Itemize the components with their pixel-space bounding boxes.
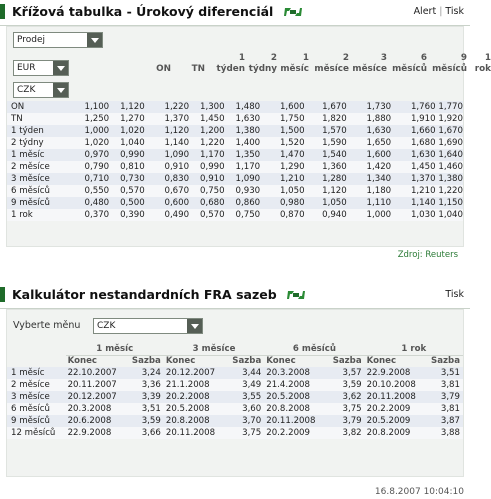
column-header-line: 2 [342,53,349,63]
table-cell: 1,760 [391,101,435,113]
cross-table-column-headers [77,53,491,83]
table-cell: 1,680 [391,137,435,149]
table-cell: 1,350 [225,149,261,161]
rate-cell: 3,59 [122,415,164,427]
row-label: 9 měsíců [7,415,66,427]
table-cell: 1,270 [109,113,145,125]
end-date-cell: 20.3.2008 [264,367,323,379]
row-label: 2 měsíce [7,379,66,391]
table-cell: 1,600 [347,149,391,161]
table-cell: 0,750 [225,209,261,221]
currency-to-select[interactable] [13,82,69,98]
table-cell: 1,910 [391,113,435,125]
column-header-line: měsíce [352,64,387,74]
subheader-end: Konec [266,356,296,367]
table-cell: 1,670 [305,101,347,113]
table-cell: 1,360 [305,161,347,173]
table-cell: 1,920 [436,113,463,125]
table-cell: 1,210 [391,185,435,197]
table-cell: 0,490 [145,209,189,221]
table-cell: 1,110 [347,197,391,209]
table-cell: 1,730 [347,101,391,113]
subheader-rate: Sazba [232,356,262,367]
table-row [7,149,463,161]
column-header-line: měsíců [392,64,427,74]
table-cell: 0,730 [109,173,145,185]
group-header: 3 měsíce [164,343,264,355]
table-cell: 1,210 [260,173,304,185]
table-cell: 0,570 [109,185,145,197]
header-accent-bar [0,287,5,302]
table-cell: 1,600 [260,101,304,113]
row-label: 1 rok [7,209,74,221]
rate-cell: 3,75 [323,403,365,415]
table-cell: 0,910 [145,161,189,173]
table-cell: 1,220 [436,185,463,197]
rate-cell: 3,82 [323,427,365,439]
table-cell: 1,370 [145,113,189,125]
table-cell: 1,450 [391,161,435,173]
subheader-rate: Sazba [431,356,460,367]
rate-cell: 3,87 [423,415,463,427]
column-header [280,53,309,75]
column-header-line: 3 [380,53,387,63]
table-row [7,197,463,209]
table-cell: 1,220 [145,101,189,113]
table-cell: 0,500 [109,197,145,209]
rate-cell: 3,49 [222,379,264,391]
column-header-line: měsíc [280,64,309,74]
table-cell: 1,520 [260,137,304,149]
cross-table-body [6,26,491,247]
column-header [352,53,387,75]
table-cell: 1,120 [305,185,347,197]
end-date-cell: 21.1.2008 [164,379,223,391]
table-cell: 1,480 [225,101,261,113]
row-label: 3 měsíce [7,391,66,403]
subheader-end: Konec [67,356,98,367]
table-cell: 1,050 [260,185,304,197]
row-label: 6 měsíců [7,185,74,197]
table-cell: 1,120 [145,125,189,137]
mode-select-value: Prodej [17,35,46,45]
table-cell: 1,770 [436,101,463,113]
table-row [7,415,463,427]
table-cell: 0,710 [74,173,110,185]
end-date-cell: 20.6.2008 [66,415,122,427]
end-date-cell: 20.12.2007 [66,391,122,403]
brand-logo-icon [287,289,305,304]
subheader-rate: Sazba [332,356,362,367]
rate-cell: 3,79 [323,415,365,427]
end-date-cell: 20.11.2008 [365,391,424,403]
table-cell: 0,570 [189,209,225,221]
table-cell: 1,470 [260,149,304,161]
table-cell: 0,750 [189,185,225,197]
end-date-cell: 22.10.2007 [66,367,122,379]
table-cell: 1,820 [305,113,347,125]
table-cell: 1,200 [189,125,225,137]
table-row [7,125,463,137]
table-row [7,101,463,113]
table-cell: 0,870 [260,209,304,221]
table-cell: 0,370 [74,209,110,221]
timestamp: 16.8.2007 10:04:10 [374,487,464,497]
table-cell: 1,420 [347,161,391,173]
table-cell: 1,750 [260,113,304,125]
table-cell: 1,140 [145,137,189,149]
alert-link[interactable]: Alert [413,6,437,17]
table-cell: 1,340 [347,173,391,185]
column-header-line: měsíců [432,64,467,74]
end-date-cell: 20.2.2008 [164,391,223,403]
end-date-cell: 22.9.2008 [66,427,122,439]
table-cell: 1,220 [189,137,225,149]
column-header-line: 1 [484,53,491,63]
row-label: 1 měsíc [7,367,66,379]
table-cell: 1,020 [109,125,145,137]
rate-cell: 3,55 [222,391,264,403]
table-cell: 1,630 [391,149,435,161]
mode-select[interactable] [13,32,103,48]
column-header [314,53,349,75]
rate-cell: 3,60 [222,403,264,415]
end-date-cell: 20.5.2009 [365,415,424,427]
group-header: 1 rok [365,343,463,355]
print-link[interactable]: Tisk [445,6,464,17]
table-cell: 0,670 [145,185,189,197]
table-cell: 1,540 [305,149,347,161]
table-cell: 1,120 [109,101,145,113]
header-accent-bar [0,4,5,19]
rate-cell: 3,70 [222,415,264,427]
table-row [7,173,463,185]
table-cell: 1,400 [225,137,261,149]
row-label: 12 měsíců [7,427,66,439]
table-cell: 0,980 [260,197,304,209]
table-cell: 1,640 [436,149,463,161]
column-header-line: ON [156,64,171,74]
cross-table-grid [7,101,463,221]
row-label: 1 měsíc [7,149,74,161]
end-date-cell: 20.2.2009 [365,403,424,415]
table-cell: 1,880 [347,113,391,125]
table-row [7,113,463,125]
end-date-cell: 20.8.2009 [365,427,424,439]
row-label: 3 měsíce [7,173,74,185]
table-cell: 1,460 [436,161,463,173]
cross-table-title-text: Křížová tabulka - Úrokový diferenciál [12,4,274,19]
column-header [475,53,491,75]
table-cell: 0,390 [109,209,145,221]
table-cell: 1,590 [305,137,347,149]
end-date-cell: 20.3.2008 [66,403,122,415]
end-date-cell: 20.5.2008 [264,391,323,403]
table-cell: 1,000 [347,209,391,221]
table-cell: 1,380 [436,173,463,185]
table-cell: 0,830 [145,173,189,185]
table-cell: 1,170 [225,161,261,173]
column-header [392,53,427,75]
table-cell: 1,690 [436,137,463,149]
rate-cell: 3,81 [423,379,463,391]
table-cell: 0,930 [225,185,261,197]
rate-cell: 3,79 [423,391,463,403]
blank-cell [7,343,66,355]
table-cell: 0,600 [145,197,189,209]
table-cell: 1,020 [74,137,110,149]
fra-title [12,287,305,304]
rate-cell: 3,66 [122,427,164,439]
currency-from-value: EUR [17,63,36,73]
table-row [7,379,463,391]
fra-grid [7,343,463,439]
table-cell: 0,790 [74,161,110,173]
table-cell: 1,150 [436,197,463,209]
fra-currency-value: CZK [97,321,116,331]
table-cell: 0,990 [109,149,145,161]
row-label: 2 týdny [7,137,74,149]
table-cell: 1,280 [305,173,347,185]
column-header-line: 2 [270,53,277,63]
table-cell: 1,570 [305,125,347,137]
subheader-end: Konec [366,356,397,367]
row-label: 1 týden [7,125,74,137]
end-date-cell: 20.5.2008 [164,403,223,415]
end-date-cell: 22.9.2008 [365,367,424,379]
cross-table-header [0,0,470,26]
table-cell: 0,680 [189,197,225,209]
rate-cell: 3,81 [423,403,463,415]
end-date-cell: 20.8.2008 [264,403,323,415]
rate-cell: 3,57 [323,367,365,379]
cross-table-links: Alert | Tisk [413,6,464,17]
table-row [7,391,463,403]
row-label: TN [7,113,74,125]
table-cell: 1,040 [109,137,145,149]
rate-cell: 3,75 [222,427,264,439]
subheader-rate: Sazba [131,356,161,367]
column-header [432,53,467,75]
column-header-line: měsíce [314,64,349,74]
fra-calculator-widget [0,283,470,499]
group-header-row [7,343,463,355]
table-cell: 0,810 [109,161,145,173]
table-cell: 0,910 [189,173,225,185]
table-cell: 1,250 [74,113,110,125]
column-header-line: 1 [238,53,245,63]
rate-cell: 3,36 [122,379,164,391]
table-cell: 1,170 [189,149,225,161]
table-row [7,367,463,379]
column-header [192,64,205,75]
currency-to-value: CZK [17,85,36,95]
table-cell: 1,050 [305,197,347,209]
table-cell: 1,100 [74,101,110,113]
column-header-line: týden [216,64,245,74]
table-cell: 1,030 [391,209,435,221]
source-label: Zdroj: Reuters [397,250,458,260]
table-cell: 1,500 [260,125,304,137]
rate-cell: 3,62 [323,391,365,403]
end-date-cell: 20.8.2008 [164,415,223,427]
brand-logo-icon [284,6,302,21]
rate-cell: 3,51 [423,367,463,379]
cross-table-title [12,4,302,21]
end-date-cell: 21.4.2008 [264,379,323,391]
group-header: 1 měsíc [66,343,164,355]
table-row [7,137,463,149]
fra-links [445,289,464,300]
chevron-down-icon[interactable] [53,61,68,75]
table-cell: 0,550 [74,185,110,197]
table-cell: 0,990 [189,161,225,173]
rate-cell: 3,88 [423,427,463,439]
rate-cell: 3,24 [122,367,164,379]
table-cell: 0,480 [74,197,110,209]
column-header-line: 1 [302,53,309,63]
table-cell: 1,650 [347,137,391,149]
chevron-down-icon[interactable] [87,33,102,47]
chevron-down-icon[interactable] [187,319,202,333]
fra-header [0,283,470,309]
group-header: 6 měsíců [264,343,364,355]
table-cell: 1,000 [74,125,110,137]
rate-cell: 3,51 [122,403,164,415]
subheader-end: Konec [165,356,196,367]
currency-label: Vyberte měnu [13,320,81,331]
end-date-cell: 20.10.2008 [365,379,424,391]
table-cell: 1,380 [225,125,261,137]
table-cell: 1,660 [391,125,435,137]
end-date-cell: 20.11.2008 [264,415,323,427]
column-header-line: rok [474,64,491,74]
column-header-line: týdny [248,64,277,74]
fra-currency-select[interactable] [93,318,203,334]
end-date-cell: 20.11.2008 [164,427,223,439]
column-header-line: 6 [420,53,427,63]
table-row [7,161,463,173]
table-cell: 0,940 [305,209,347,221]
row-label: 9 měsíců [7,197,74,209]
table-cell: 1,450 [189,113,225,125]
table-cell: 1,300 [189,101,225,113]
subheader-row [7,355,463,367]
row-label: ON [7,101,74,113]
table-cell: 0,860 [225,197,261,209]
table-row [7,185,463,197]
column-header [217,53,245,75]
table-cell: 1,180 [347,185,391,197]
row-label: 6 měsíců [7,403,66,415]
currency-from-select[interactable] [13,60,69,76]
table-cell: 1,630 [225,113,261,125]
fra-title-text: Kalkulátor nestandardních FRA sazeb [12,287,277,302]
end-date-cell: 20.2.2009 [264,427,323,439]
table-cell: 1,670 [436,125,463,137]
column-header [156,64,171,75]
chevron-down-icon[interactable] [53,83,68,97]
table-cell: 0,970 [74,149,110,161]
table-row [7,209,463,221]
table-cell: 1,630 [347,125,391,137]
table-row [7,427,463,439]
print-link[interactable]: Tisk [445,289,464,300]
table-cell: 1,370 [391,173,435,185]
table-cell: 1,090 [145,149,189,161]
column-header [249,53,277,75]
end-date-cell: 20.11.2007 [66,379,122,391]
column-header-line: 9 [460,53,467,63]
blank-cell [7,355,66,367]
end-date-cell: 20.12.2007 [164,367,223,379]
row-label: 2 měsíce [7,161,74,173]
table-cell: 1,040 [436,209,463,221]
table-cell: 1,140 [391,197,435,209]
rate-cell: 3,44 [222,367,264,379]
table-row [7,403,463,415]
table-cell: 1,090 [225,173,261,185]
table-cell: 1,290 [260,161,304,173]
rate-cell: 3,59 [323,379,365,391]
fra-body [6,309,464,477]
column-header-line: TN [191,64,205,74]
rate-cell: 3,39 [122,391,164,403]
